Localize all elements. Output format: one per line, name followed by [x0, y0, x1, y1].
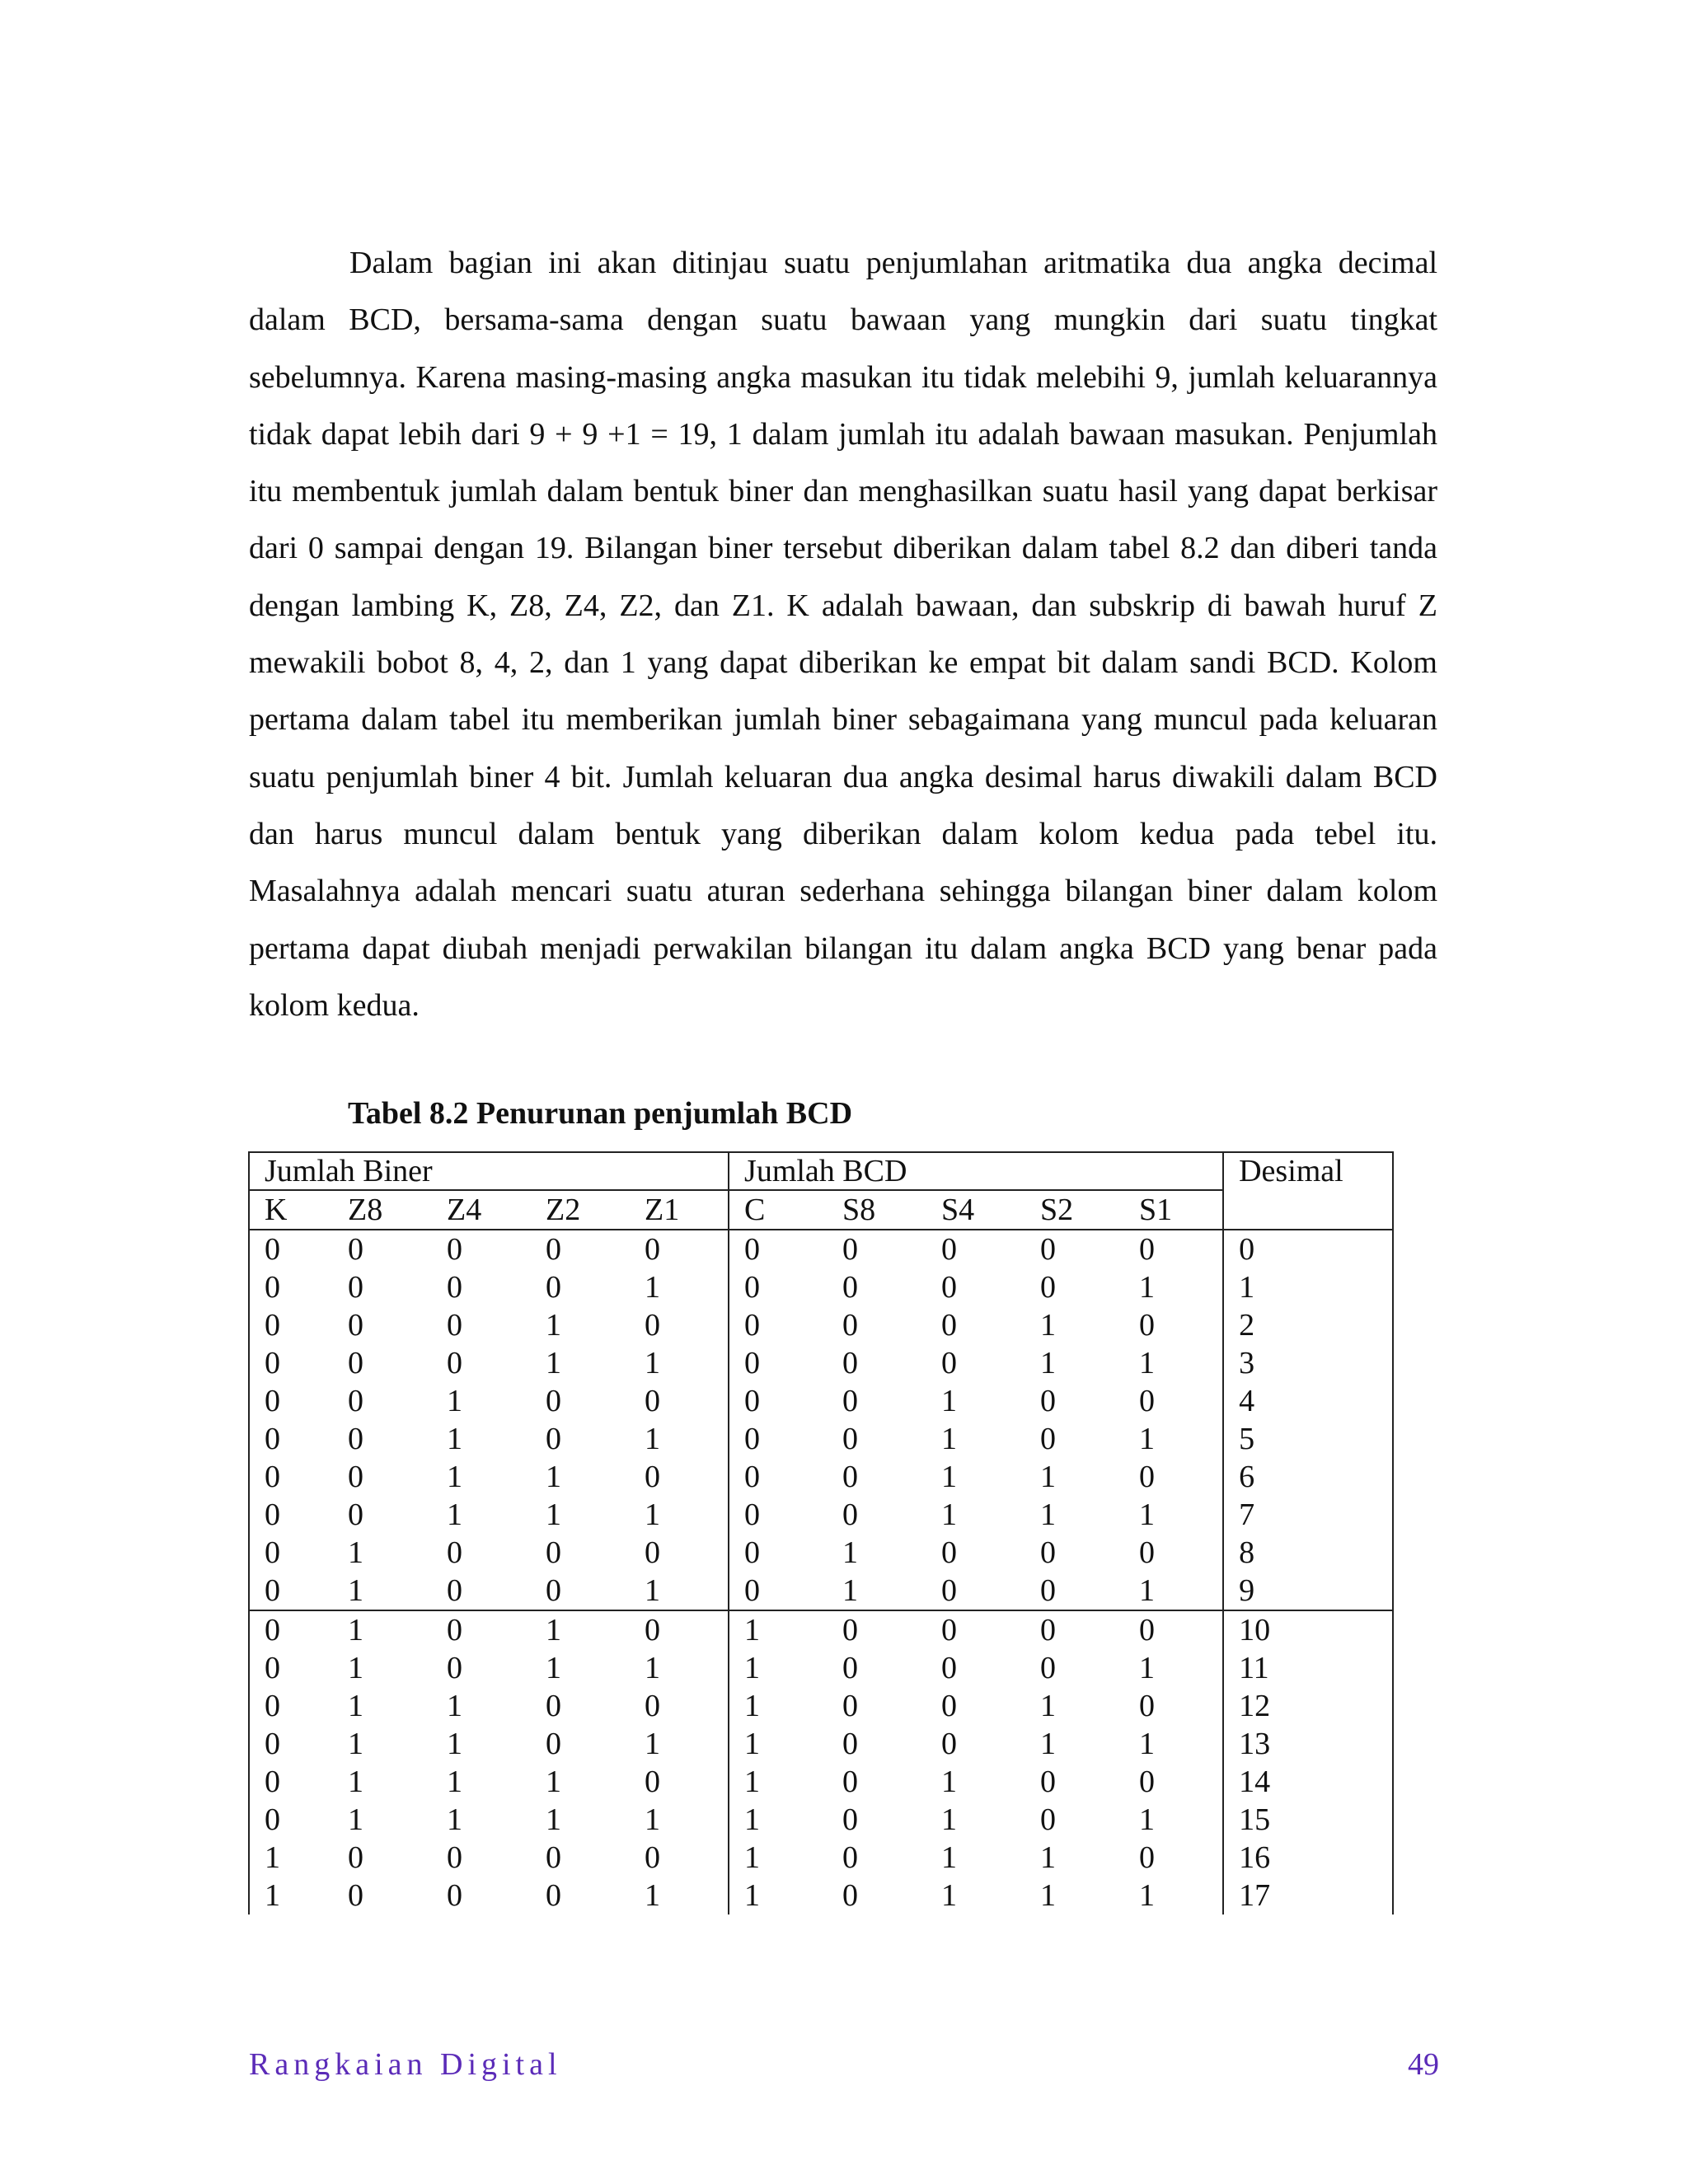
table-cell: 0: [249, 1230, 333, 1268]
table-column-header-row: [249, 1190, 1393, 1230]
table-cell: 8: [1223, 1534, 1393, 1572]
table-cell: 1: [744, 1878, 761, 1913]
col-header-s8: S8: [828, 1190, 926, 1230]
table-cell: 0: [630, 1839, 729, 1877]
table-cell: 0: [249, 1687, 333, 1725]
bcd-adder-table: [248, 1151, 1394, 1915]
table-cell: 1: [1040, 1497, 1057, 1532]
table-cell: 1: [1124, 1649, 1223, 1687]
table-cell: 1: [744, 1651, 761, 1685]
table-cell: 1: [546, 1802, 561, 1837]
table-cell: 1: [546, 1346, 561, 1380]
table-cell: 1: [1040, 1727, 1057, 1761]
table-cell: 0: [842, 1727, 859, 1761]
table-cell: 0: [941, 1346, 958, 1380]
table-cell: 0: [828, 1610, 926, 1649]
table-cell: 0: [744, 1497, 761, 1532]
table-row: [249, 1839, 1393, 1877]
table-cell: 5: [1223, 1420, 1393, 1458]
table-cell: 1: [1040, 1840, 1057, 1875]
table-cell: 0: [348, 1878, 363, 1913]
table-cell: 1: [842, 1535, 859, 1570]
table-cell: 0: [447, 1232, 462, 1267]
table-cell: 1: [447, 1497, 462, 1532]
table-cell: 0: [1124, 1763, 1223, 1801]
table-cell: 12: [1223, 1687, 1393, 1725]
table-cell: 0: [249, 1382, 333, 1420]
table-cell: 0: [842, 1840, 859, 1875]
table-cell: 0: [1223, 1230, 1393, 1268]
table-cell: 0: [744, 1573, 761, 1608]
table-cell: 1: [348, 1802, 363, 1837]
table-cell: 1: [941, 1422, 958, 1456]
table-cell: 1: [348, 1765, 363, 1799]
table-cell: 11: [1223, 1649, 1393, 1687]
table-cell: 3: [1223, 1344, 1393, 1382]
table-cell: 1: [744, 1840, 761, 1875]
table-cell: 1: [1124, 1344, 1223, 1382]
table-cell: 0: [249, 1268, 333, 1306]
table-cell: 0: [546, 1727, 561, 1761]
table-cell: 0: [941, 1651, 958, 1685]
table-cell: 1: [1040, 1878, 1057, 1913]
table-cell: 1: [941, 1497, 958, 1532]
table-cell: 1: [1040, 1689, 1057, 1723]
table-cell: 0: [249, 1458, 333, 1496]
table-row: [249, 1458, 1393, 1496]
table-cell: 0: [842, 1346, 859, 1380]
table-cell: 0: [941, 1535, 958, 1570]
table-cell: 0: [546, 1232, 561, 1267]
table-cell: 0: [1040, 1422, 1057, 1456]
table-row: [249, 1382, 1393, 1420]
table-cell: 1: [531, 1610, 630, 1649]
table-cell: 0: [630, 1306, 729, 1344]
table-cell: 0: [744, 1346, 761, 1380]
table-cell: 0: [1040, 1573, 1057, 1608]
table-cell: 0: [432, 1610, 531, 1649]
table-cell: 0: [249, 1344, 333, 1382]
table-cell: 1: [1124, 1725, 1223, 1763]
table-cell: 0: [630, 1458, 729, 1496]
body-paragraph: Dalam bagian ini akan ditinjau suatu penjumlahan aritmatika dua angka decimal dalam BCD, bersama-sama dengan suatu bawaan yang mungkin dari suatu tingkat sebelumnya. Karena masing-masing angka masukan itu tidak melebihi 9, jumlah keluarannya tidak dapat lebih dari 9 + 9 +1 = 19, 1 dalam jumlah itu adalah bawaan masukan. Penjumlah itu membentuk jumlah dalam bentuk biner dan menghasilkan suatu hasil yang dapat berkisar dari 0 sampai dengan 19. Bilangan biner tersebut diberikan dalam tabel 8.2 dan diberi tanda dengan lambing K, Z8, Z4, Z2, dan Z1. K adalah bawaan, dan subskrip di bawah huruf Z mewakili bobot 8, 4, 2, dan 1 yang dapat diberikan ke empat bit dalam sandi BCD. Kolom pertama dalam tabel itu memberikan jumlah biner sebagaimana yang muncul pada keluaran suatu penjumlah biner 4 bit. Jumlah keluaran dua angka desimal harus diwakili dalam BCD dan harus muncul dalam bentuk yang diberikan dalam kolom kedua pada tebel itu. Masalahnya adalah mencari suatu aturan sederhana sehingga bilangan biner dalam kolom pertama dapat diubah menjadi perwakilan bilangan itu dalam angka BCD yang benar pada kolom kedua.: [249, 246, 1437, 1023]
col-header-z1: Z1: [630, 1190, 729, 1230]
col-header-z2: Z2: [531, 1190, 630, 1230]
table-cell: 0: [842, 1422, 859, 1456]
table-cell: 0: [1124, 1230, 1223, 1268]
table-cell: 1: [630, 1268, 729, 1306]
table-cell: 0: [546, 1535, 561, 1570]
table-row: [249, 1610, 1393, 1649]
table-cell: 0: [1124, 1610, 1223, 1649]
table-cell: 0: [1040, 1384, 1057, 1418]
table-cell: 1: [744, 1765, 761, 1799]
table-cell: 0: [630, 1382, 729, 1420]
table-cell: 0: [630, 1230, 729, 1268]
table-cell: 0: [348, 1308, 363, 1343]
table-cell: 0: [842, 1878, 859, 1913]
table-cell: 1: [842, 1573, 859, 1608]
table-cell: 1: [1040, 1460, 1057, 1494]
table-cell: 1: [447, 1384, 462, 1418]
table-cell: 0: [941, 1689, 958, 1723]
table-cell: 0: [744, 1460, 761, 1494]
table-cell: 1: [1124, 1268, 1223, 1306]
table-group-header-row: [249, 1152, 1393, 1190]
table-cell: 1: [546, 1460, 561, 1494]
table-cell: 0: [348, 1497, 363, 1532]
table-cell: 1: [447, 1422, 462, 1456]
table-cell: 0: [630, 1687, 729, 1725]
table-row: [249, 1496, 1393, 1534]
table-cell: 1: [546, 1765, 561, 1799]
table-cell: 0: [348, 1460, 363, 1494]
table-cell: 1: [333, 1610, 432, 1649]
table-cell: 0: [447, 1651, 462, 1685]
table-cell: 0: [630, 1610, 729, 1649]
table-cell: 0: [941, 1573, 958, 1608]
table-cell: 0: [1124, 1687, 1223, 1725]
table-row: [249, 1877, 1393, 1915]
table-cell: 4: [1223, 1382, 1393, 1420]
col-header-c: C: [729, 1190, 828, 1230]
table-cell: 0: [546, 1689, 561, 1723]
col-header-z4: Z4: [432, 1190, 531, 1230]
table-cell: 1: [1124, 1801, 1223, 1839]
table-cell: 1: [1223, 1268, 1393, 1306]
table-cell: 0: [1124, 1306, 1223, 1344]
table-cell: 0: [249, 1496, 333, 1534]
table-cell: 0: [249, 1649, 333, 1687]
table-cell: 0: [546, 1573, 561, 1608]
table-cell: 0: [842, 1460, 859, 1494]
table-cell: 0: [842, 1270, 859, 1305]
table-row: [249, 1420, 1393, 1458]
table-cell: 0: [249, 1534, 333, 1572]
table-cell: 0: [842, 1308, 859, 1343]
table-cell: 1: [1124, 1496, 1223, 1534]
table-cell: 0: [744, 1384, 761, 1418]
col-header-s2: S2: [1025, 1190, 1124, 1230]
table-cell: 0: [447, 1878, 462, 1913]
table-cell: 1: [447, 1802, 462, 1837]
table-cell: 0: [447, 1535, 462, 1570]
table-row: [249, 1230, 1393, 1268]
table-cell: 1: [630, 1649, 729, 1687]
table-cell: 1: [447, 1727, 462, 1761]
table-cell: 0: [249, 1420, 333, 1458]
table-cell: 0: [447, 1346, 462, 1380]
table-cell: 1: [348, 1573, 363, 1608]
table-cell: 0: [842, 1689, 859, 1723]
binary-sum-header: Jumlah Biner: [249, 1152, 729, 1190]
table-cell: 0: [941, 1232, 958, 1267]
table-cell: 0: [249, 1572, 333, 1610]
table-cell: 0: [249, 1610, 333, 1649]
table-cell: 0: [348, 1422, 363, 1456]
table-cell: 1: [630, 1344, 729, 1382]
table-cell: 1: [1040, 1308, 1057, 1343]
table-cell: 1: [744, 1802, 761, 1837]
table-cell: 0: [1124, 1382, 1223, 1420]
table-cell: 9: [1223, 1572, 1393, 1610]
table-cell: 1: [630, 1572, 729, 1610]
table-cell: 0: [1040, 1802, 1057, 1837]
table-cell: 1: [630, 1496, 729, 1534]
table-row: [249, 1344, 1393, 1382]
table-cell: 0: [842, 1232, 859, 1267]
table-cell: 0: [348, 1346, 363, 1380]
table-row: [249, 1649, 1393, 1687]
table-row: [249, 1687, 1393, 1725]
table-cell: 1: [546, 1651, 561, 1685]
table-cell: 0: [1124, 1458, 1223, 1496]
table-cell: 1: [941, 1460, 958, 1494]
table-row: [249, 1763, 1393, 1801]
table-cell: 1: [941, 1878, 958, 1913]
table-cell: 0: [941, 1308, 958, 1343]
table-cell: 0: [744, 1308, 761, 1343]
table-cell: 16: [1223, 1839, 1393, 1877]
table-cell: 13: [1223, 1725, 1393, 1763]
table-cell: 0: [447, 1840, 462, 1875]
table-cell: 0: [941, 1270, 958, 1305]
table-cell: 0: [842, 1497, 859, 1532]
table-cell: 1: [447, 1689, 462, 1723]
table-cell: 0: [447, 1270, 462, 1305]
table-cell: 1: [941, 1802, 958, 1837]
table-row: [249, 1534, 1393, 1572]
table-cell: 1: [546, 1308, 561, 1343]
table-cell: 1: [630, 1420, 729, 1458]
table-cell: 14: [1223, 1763, 1393, 1801]
table-cell: 1: [447, 1765, 462, 1799]
col-header-s1: S1: [1124, 1190, 1223, 1230]
table-cell: 1: [348, 1651, 363, 1685]
table-cell: 0: [1040, 1270, 1057, 1305]
table-cell: 1: [348, 1535, 363, 1570]
table-cell: 6: [1223, 1458, 1393, 1496]
table-cell: 0: [744, 1422, 761, 1456]
table-cell: 7: [1223, 1496, 1393, 1534]
table-cell: 1: [1124, 1877, 1223, 1915]
table-cell: 1: [249, 1877, 333, 1915]
col-header-z8: Z8: [333, 1190, 432, 1230]
table-cell: 0: [249, 1763, 333, 1801]
table-cell: 0: [447, 1573, 462, 1608]
table-cell: 17: [1223, 1877, 1393, 1915]
table-cell: 0: [1040, 1651, 1057, 1685]
table-cell: 0: [546, 1878, 561, 1913]
table-cell: 0: [1124, 1534, 1223, 1572]
table-cell: 1: [744, 1689, 761, 1723]
table-cell: 0: [1124, 1839, 1223, 1877]
table-cell: 1: [941, 1765, 958, 1799]
table-cell: 0: [842, 1651, 859, 1685]
table-cell: 2: [1223, 1306, 1393, 1344]
table-cell: 1: [348, 1689, 363, 1723]
table-cell: 1: [941, 1384, 958, 1418]
table-cell: 0: [744, 1535, 761, 1570]
page-number: 49: [1408, 2047, 1439, 2082]
table-cell: 1: [744, 1727, 761, 1761]
table-cell: 1: [630, 1725, 729, 1763]
table-cell: 0: [249, 1725, 333, 1763]
table-cell: 0: [249, 1306, 333, 1344]
table-row: [249, 1572, 1393, 1610]
table-cell: 1: [546, 1497, 561, 1532]
table-cell: 0: [744, 1232, 761, 1267]
table-cell: 0: [1040, 1232, 1057, 1267]
table-cell: 1: [1124, 1420, 1223, 1458]
table-cell: 1: [249, 1839, 333, 1877]
bcd-sum-header: Jumlah BCD: [729, 1152, 1223, 1190]
table-cell: 0: [941, 1727, 958, 1761]
table-cell: 0: [348, 1384, 363, 1418]
table-cell: 0: [546, 1270, 561, 1305]
table-cell: 0: [1040, 1535, 1057, 1570]
table-cell: 0: [744, 1270, 761, 1305]
table-cell: 0: [546, 1384, 561, 1418]
table-cell: 0: [348, 1232, 363, 1267]
table-body: [249, 1230, 1393, 1915]
table-cell: 0: [1025, 1610, 1124, 1649]
table-cell: 0: [546, 1422, 561, 1456]
table-cell: 0: [630, 1534, 729, 1572]
table-row: [249, 1306, 1393, 1344]
footer-title: Rangkaian Digital: [249, 2047, 562, 2082]
table-cell: 1: [447, 1460, 462, 1494]
table-cell: 10: [1223, 1610, 1393, 1649]
table-cell: 0: [348, 1840, 363, 1875]
decimal-header: Desimal: [1223, 1152, 1393, 1230]
table-cell: 1: [729, 1610, 828, 1649]
table-cell: 1: [941, 1840, 958, 1875]
table-cell: 0: [926, 1610, 1025, 1649]
table-row: [249, 1725, 1393, 1763]
table-cell: 1: [630, 1877, 729, 1915]
table-caption: Tabel 8.2 Penurunan penjumlah BCD: [348, 1096, 853, 1131]
col-header-s4: S4: [926, 1190, 1025, 1230]
table-cell: 0: [546, 1840, 561, 1875]
table-row: [249, 1801, 1393, 1839]
col-header-k: K: [249, 1190, 333, 1230]
table-cell: 0: [1040, 1765, 1057, 1799]
table-row: [249, 1268, 1393, 1306]
table-cell: 0: [447, 1308, 462, 1343]
table-cell: 0: [348, 1270, 363, 1305]
table-cell: 0: [249, 1801, 333, 1839]
table-cell: 0: [630, 1763, 729, 1801]
table-cell: 1: [1124, 1572, 1223, 1610]
table-cell: 1: [1040, 1346, 1057, 1380]
table-cell: 1: [348, 1727, 363, 1761]
table-cell: 1: [630, 1801, 729, 1839]
table-cell: 15: [1223, 1801, 1393, 1839]
table-cell: 0: [842, 1765, 859, 1799]
table-cell: 0: [842, 1802, 859, 1837]
table-cell: 0: [842, 1384, 859, 1418]
